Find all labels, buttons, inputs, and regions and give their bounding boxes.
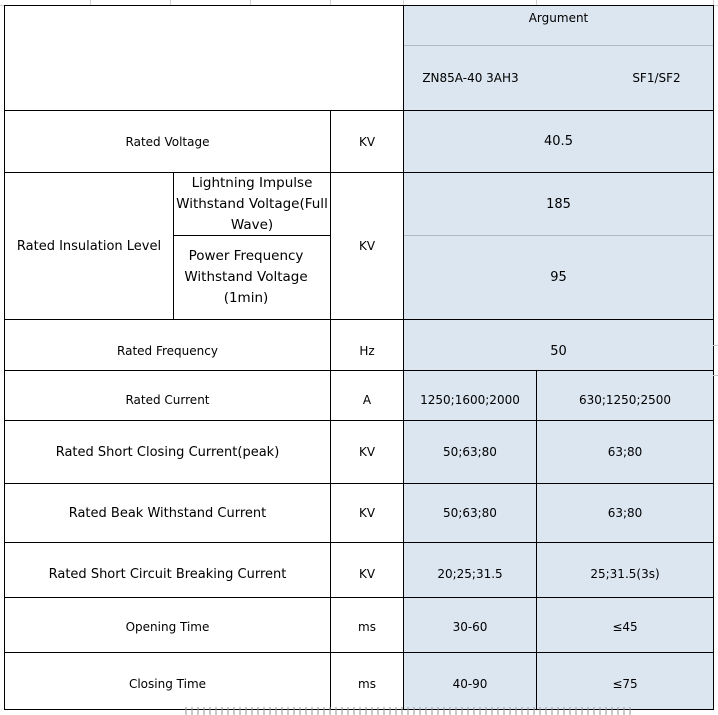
- border-row: [4, 319, 714, 320]
- rated-frequency-label: Rated Frequency: [117, 344, 218, 358]
- spreadsheet-grid-right: [713, 345, 718, 346]
- border-row: [4, 172, 714, 173]
- border-row-inner: [173, 235, 331, 236]
- border-col: [403, 5, 404, 710]
- rated-frequency-unit: Hz: [359, 344, 375, 358]
- rated-frequency-value: 50: [550, 343, 567, 359]
- closing-time-label: Closing Time: [128, 676, 207, 691]
- short-closing-value-b: 63;80: [607, 445, 643, 459]
- power-frequency-value: 95: [550, 270, 567, 285]
- argument-header: Argument: [528, 11, 589, 25]
- border-col: [536, 370, 537, 710]
- border-row: [4, 597, 714, 598]
- rated-voltage-value: 40.5: [544, 134, 573, 149]
- closing-time-value-b: ≤75: [612, 676, 638, 691]
- opening-time-value-b: ≤45: [612, 620, 638, 634]
- border-row: [4, 542, 714, 543]
- border-col-inner: [173, 172, 174, 320]
- opening-time-label: Opening Time: [125, 620, 210, 634]
- rated-voltage-unit: KV: [358, 134, 376, 149]
- short-closing-label: Rated Short Closing Current(peak): [55, 444, 280, 460]
- lightning-impulse-value: 185: [546, 196, 571, 212]
- cropped-text-artifact: [185, 707, 635, 715]
- insulation-unit: KV: [358, 239, 376, 253]
- border-right: [713, 5, 714, 710]
- border-row: [4, 652, 714, 653]
- beak-withstand-unit: KV: [358, 506, 376, 520]
- rated-current-unit: A: [362, 392, 372, 407]
- rated-current-value-a: 1250;1600;2000: [420, 392, 520, 407]
- closing-time-value-a: 40-90: [452, 676, 488, 691]
- closing-time-unit: ms: [358, 676, 376, 691]
- beak-withstand-value-a: 50;63;80: [443, 506, 497, 520]
- model-a-header: ZN85A-40 3AH3: [422, 71, 519, 85]
- border-header-inner: [404, 45, 714, 46]
- short-closing-value-a: 50;63;80: [443, 445, 497, 459]
- border-top: [4, 5, 714, 6]
- short-breaking-value-b: 25;31.5(3s): [590, 567, 660, 581]
- border-left: [4, 5, 5, 710]
- border-row: [4, 110, 714, 111]
- power-frequency-label: Power Frequency Withstand Voltage (1min): [184, 248, 308, 306]
- short-closing-unit: KV: [358, 445, 376, 459]
- border-row-inner: [404, 235, 714, 236]
- border-row: [4, 483, 714, 484]
- short-breaking-value-a: 20;25;31.5: [437, 567, 503, 581]
- short-breaking-label: Rated Short Circuit Breaking Current: [48, 566, 287, 582]
- rated-voltage-label: Rated Voltage: [125, 134, 210, 149]
- border-row: [4, 370, 714, 371]
- rated-current-value-b: 630;1250;2500: [578, 392, 672, 407]
- beak-withstand-value-b: 63;80: [607, 506, 643, 520]
- border-row: [4, 420, 714, 421]
- spreadsheet-grid-right: [713, 375, 718, 376]
- model-b-header: SF1/SF2: [632, 71, 681, 85]
- border-col: [330, 110, 331, 710]
- opening-time-value-a: 30-60: [452, 620, 488, 634]
- opening-time-unit: ms: [358, 620, 376, 634]
- rated-current-label: Rated Current: [125, 392, 210, 407]
- short-breaking-unit: KV: [358, 567, 376, 581]
- beak-withstand-label: Rated Beak Withstand Current: [68, 505, 267, 521]
- insulation-level-label: Rated Insulation Level: [16, 238, 162, 254]
- lightning-impulse-label: Lightning Impulse Withstand Voltage(Full Wave): [176, 174, 328, 233]
